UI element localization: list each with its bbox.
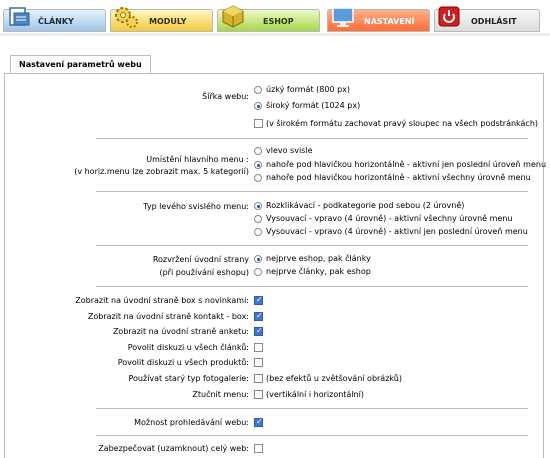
radio-wide[interactable] [254,102,262,110]
nav-divider [0,33,550,36]
document-icon [6,4,32,28]
divider [96,245,528,246]
divider [96,191,528,192]
check-old-gallery[interactable] [254,374,263,383]
tab-label: NASTAVENÍ [364,17,415,26]
check-search[interactable] [254,418,263,427]
lock-label: Zabezpečovat (uzamknout) celý web: [98,444,249,453]
check-discussion-articles[interactable] [254,343,263,352]
check-poll[interactable] [254,327,263,336]
tab-label: ESHOP [263,17,294,26]
keep-right-column-label: (v širokém formátu zachovat pravý sloupec na všech podstránkách) [266,119,539,128]
check-label-bold-menu: Ztučnit menu: [192,390,249,399]
divider [96,138,528,139]
width-label: Šířka webu: [202,92,249,101]
tab-moduly[interactable] [110,9,213,32]
menu-position-hint: (v horiz.menu lze zobrazit max. 5 kategorií) [74,167,249,176]
check-news-box[interactable] [254,296,263,305]
radio-menu-left[interactable] [254,147,262,155]
tab-label: ČLÁNKY [38,17,74,26]
radio-menu-top-all[interactable] [254,174,262,182]
check-bold-menu[interactable] [254,390,263,399]
cube-icon [220,4,246,28]
check-contact-box[interactable] [254,312,263,321]
keep-right-column-checkbox[interactable] [254,119,263,128]
tab-eshop[interactable] [217,9,320,32]
check-label-old-gallery: Používat starý typ fotogalerie: [128,374,249,383]
radio-menu-top-last[interactable] [254,161,262,169]
radio-narrow[interactable] [254,86,262,94]
gears-icon [113,4,139,28]
top-navigation [0,0,550,34]
check-discussion-products[interactable] [254,358,263,367]
divider [96,408,528,409]
check-label-contact: Zobrazit na úvodní straně kontakt - box: [87,312,249,321]
check-lock[interactable] [254,444,263,453]
check-label-news: Zobrazit na úvodní straně box s novinkami: [75,296,249,305]
settings-panel [4,73,544,458]
divider [96,286,528,287]
old-gallery-note: (bez efektů u zvětšování obrázků) [266,374,402,383]
menu-position-label: Umístění hlavního menu : [146,155,249,164]
tab-odhlasit[interactable] [434,9,540,32]
check-label-poll: Zobrazit na úvodní straně anketu: [112,327,249,336]
divider [96,435,528,436]
monitor-icon [330,4,356,28]
radio-home-articles[interactable] [254,268,262,276]
radio-left-menu-1[interactable] [254,202,262,210]
bold-menu-note: (vertikální i horizontální) [266,390,364,399]
left-menu-type-label: Typ levého svislého menu: [143,202,249,211]
tab-nastaveni[interactable] [327,9,430,32]
panel-title-tab: Nastavení parametrů webu [10,55,151,73]
home-layout-hint: (při používání eshopu) [159,268,249,277]
radio-left-menu-3[interactable] [254,228,262,236]
check-label-discussion-products: Povolit diskuzi u všech produktů: [117,358,249,367]
tab-label: MODULY [149,17,187,26]
radio-left-menu-2[interactable] [254,215,262,223]
search-label: Možnost prohledávání webu: [134,418,249,427]
tab-clanky[interactable] [3,9,106,32]
home-layout-label: Rozvržení úvodní strany [152,255,249,264]
radio-home-eshop[interactable] [254,255,262,263]
power-icon [437,4,463,28]
check-label-discussion-articles: Povolit diskuzi u všech článků: [127,343,249,352]
tab-label: ODHLÁSIT [471,17,517,26]
